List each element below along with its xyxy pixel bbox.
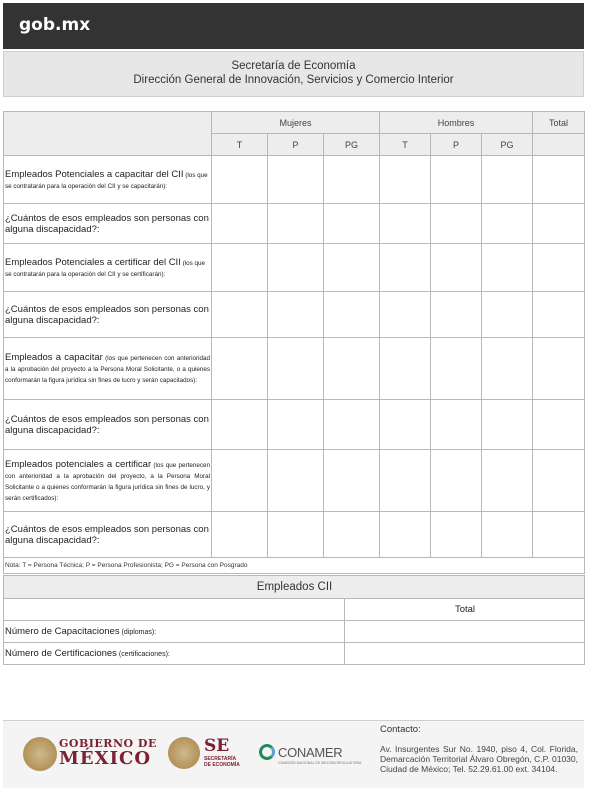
input-cell[interactable] <box>324 244 380 292</box>
input-cell[interactable] <box>212 400 268 450</box>
empleados-cii-table <box>3 575 585 665</box>
capacitaciones-label: Número de Capacitaciones (diplomas): <box>4 621 345 643</box>
capacitaciones-total-input[interactable] <box>345 621 585 643</box>
conamer-logo-icon <box>259 744 275 760</box>
input-cell[interactable] <box>212 450 268 512</box>
input-cell[interactable] <box>482 292 533 338</box>
table-row <box>4 156 585 204</box>
input-cell[interactable] <box>533 400 585 450</box>
gobmx-logo[interactable]: gob.mx <box>19 15 91 35</box>
contact-heading: Contacto: <box>380 724 421 735</box>
input-cell[interactable] <box>482 244 533 292</box>
table-row <box>4 244 585 292</box>
contact-address: Av. Insurgentes Sur No. 1940, piso 4, Col. Florida, Demarcación Territorial Álvaro Obregón, C.P. 01030, Ciudad de México; Tel. 52.29.61.00 ext. 34104. <box>380 744 578 774</box>
table-row <box>4 512 585 558</box>
input-cell[interactable] <box>482 156 533 204</box>
mexico-logo-text: MÉXICO <box>59 748 152 769</box>
input-cell[interactable] <box>482 450 533 512</box>
input-cell[interactable] <box>380 204 431 244</box>
input-cell[interactable] <box>324 400 380 450</box>
se-logo-text: SE <box>204 736 230 756</box>
input-cell[interactable] <box>268 512 324 558</box>
table-note: Nota: T = Persona Técnica; P = Persona Profesionista; PG = Persona con Posgrado <box>4 558 585 574</box>
header-pg: PG <box>482 134 533 156</box>
table-row <box>4 338 585 400</box>
input-cell[interactable] <box>533 292 585 338</box>
input-cell[interactable] <box>380 156 431 204</box>
input-cell[interactable] <box>533 338 585 400</box>
header-total: Total <box>533 112 585 134</box>
total-header: Total <box>345 599 585 621</box>
input-cell[interactable] <box>431 244 482 292</box>
certificaciones-total-input[interactable] <box>345 643 585 665</box>
gobierno-logo-text: GOBIERNO DE <box>59 737 157 750</box>
input-cell[interactable] <box>268 156 324 204</box>
input-cell[interactable] <box>380 292 431 338</box>
conamer-logo-text: CONAMER <box>278 745 343 760</box>
input-cell[interactable] <box>431 204 482 244</box>
input-cell[interactable] <box>533 450 585 512</box>
header-p: P <box>268 134 324 156</box>
input-cell[interactable] <box>380 400 431 450</box>
conamer-logo-subtitle: COMISIÓN NACIONAL DE MEJORA REGULATORIA <box>278 761 362 765</box>
row-label: Empleados potenciales a certificar (los que pertenecen con anterioridad a la aprobación del proyecto, a la Persona Moral Solicitante o a quienes conformarán la figura jurídica sin fines de lucro, y serán certificados): <box>4 450 212 512</box>
row-label: ¿Cuántos de esos empleados son personas con alguna discapacidad?: <box>4 512 212 558</box>
input-cell[interactable] <box>533 204 585 244</box>
input-cell[interactable] <box>533 512 585 558</box>
input-cell[interactable] <box>431 338 482 400</box>
input-cell[interactable] <box>380 244 431 292</box>
mexico-seal-icon <box>23 737 57 771</box>
footer <box>3 720 584 788</box>
table-row <box>4 204 585 244</box>
input-cell[interactable] <box>212 338 268 400</box>
department-subname: Dirección General de Innovación, Servicios y Comercio Interior <box>133 74 454 86</box>
row-label: ¿Cuántos de esos empleados son personas con alguna discapacidad?: <box>4 292 212 338</box>
header-pg: PG <box>324 134 380 156</box>
input-cell[interactable] <box>533 156 585 204</box>
se-seal-icon <box>168 737 200 769</box>
department-name: Secretaría de Economía <box>231 60 356 72</box>
input-cell[interactable] <box>482 400 533 450</box>
input-cell[interactable] <box>431 450 482 512</box>
table-row <box>4 292 585 338</box>
header-blank-cell <box>4 112 212 156</box>
input-cell[interactable] <box>212 244 268 292</box>
header-hombres: Hombres <box>380 112 533 134</box>
employees-form-table <box>3 111 585 574</box>
header-total-sub <box>533 134 585 156</box>
input-cell[interactable] <box>268 338 324 400</box>
row-label: ¿Cuántos de esos empleados son personas con alguna discapacidad?: <box>4 204 212 244</box>
input-cell[interactable] <box>431 400 482 450</box>
certificaciones-label: Número de Certificaciones (certificaciones): <box>4 643 345 665</box>
input-cell[interactable] <box>324 156 380 204</box>
input-cell[interactable] <box>324 512 380 558</box>
input-cell[interactable] <box>380 450 431 512</box>
input-cell[interactable] <box>268 244 324 292</box>
department-header <box>3 51 584 97</box>
row-label: ¿Cuántos de esos empleados son personas con alguna discapacidad?: <box>4 400 212 450</box>
input-cell[interactable] <box>431 292 482 338</box>
input-cell[interactable] <box>268 292 324 338</box>
input-cell[interactable] <box>533 244 585 292</box>
row-label: Empleados a capacitar (los que pertenecen con anterioridad a la aprobación del proyecto a la Persona Moral Solicitante, o a quienes conformarán la figura jurídica sin fines de lucro y serán capacitados): <box>4 338 212 400</box>
se-logo-subtitle: SECRETARÍA DE ECONOMÍA <box>204 756 240 768</box>
input-cell[interactable] <box>380 512 431 558</box>
header-mujeres: Mujeres <box>212 112 380 134</box>
input-cell[interactable] <box>482 338 533 400</box>
input-cell[interactable] <box>324 292 380 338</box>
input-cell[interactable] <box>324 450 380 512</box>
input-cell[interactable] <box>431 156 482 204</box>
input-cell[interactable] <box>268 204 324 244</box>
table-row <box>4 450 585 512</box>
header-t: T <box>212 134 268 156</box>
table-row <box>4 400 585 450</box>
empleados-cii-title: Empleados CII <box>4 576 585 599</box>
input-cell[interactable] <box>431 512 482 558</box>
input-cell[interactable] <box>212 204 268 244</box>
header-t: T <box>380 134 431 156</box>
input-cell[interactable] <box>268 400 324 450</box>
header-p: P <box>431 134 482 156</box>
input-cell[interactable] <box>212 292 268 338</box>
row-label: Empleados Potenciales a certificar del CII (los que se contratarán para la operación del CII y se certificarán): <box>4 244 212 292</box>
input-cell[interactable] <box>324 204 380 244</box>
input-cell[interactable] <box>324 338 380 400</box>
row-label: Empleados Potenciales a capacitar del CII (los que se contratarán para la operación del CII y se capacitarán): <box>4 156 212 204</box>
input-cell[interactable] <box>268 450 324 512</box>
input-cell[interactable] <box>212 156 268 204</box>
blank-cell <box>4 599 345 621</box>
top-bar <box>3 3 584 49</box>
input-cell[interactable] <box>380 338 431 400</box>
input-cell[interactable] <box>482 204 533 244</box>
input-cell[interactable] <box>482 512 533 558</box>
input-cell[interactable] <box>212 512 268 558</box>
